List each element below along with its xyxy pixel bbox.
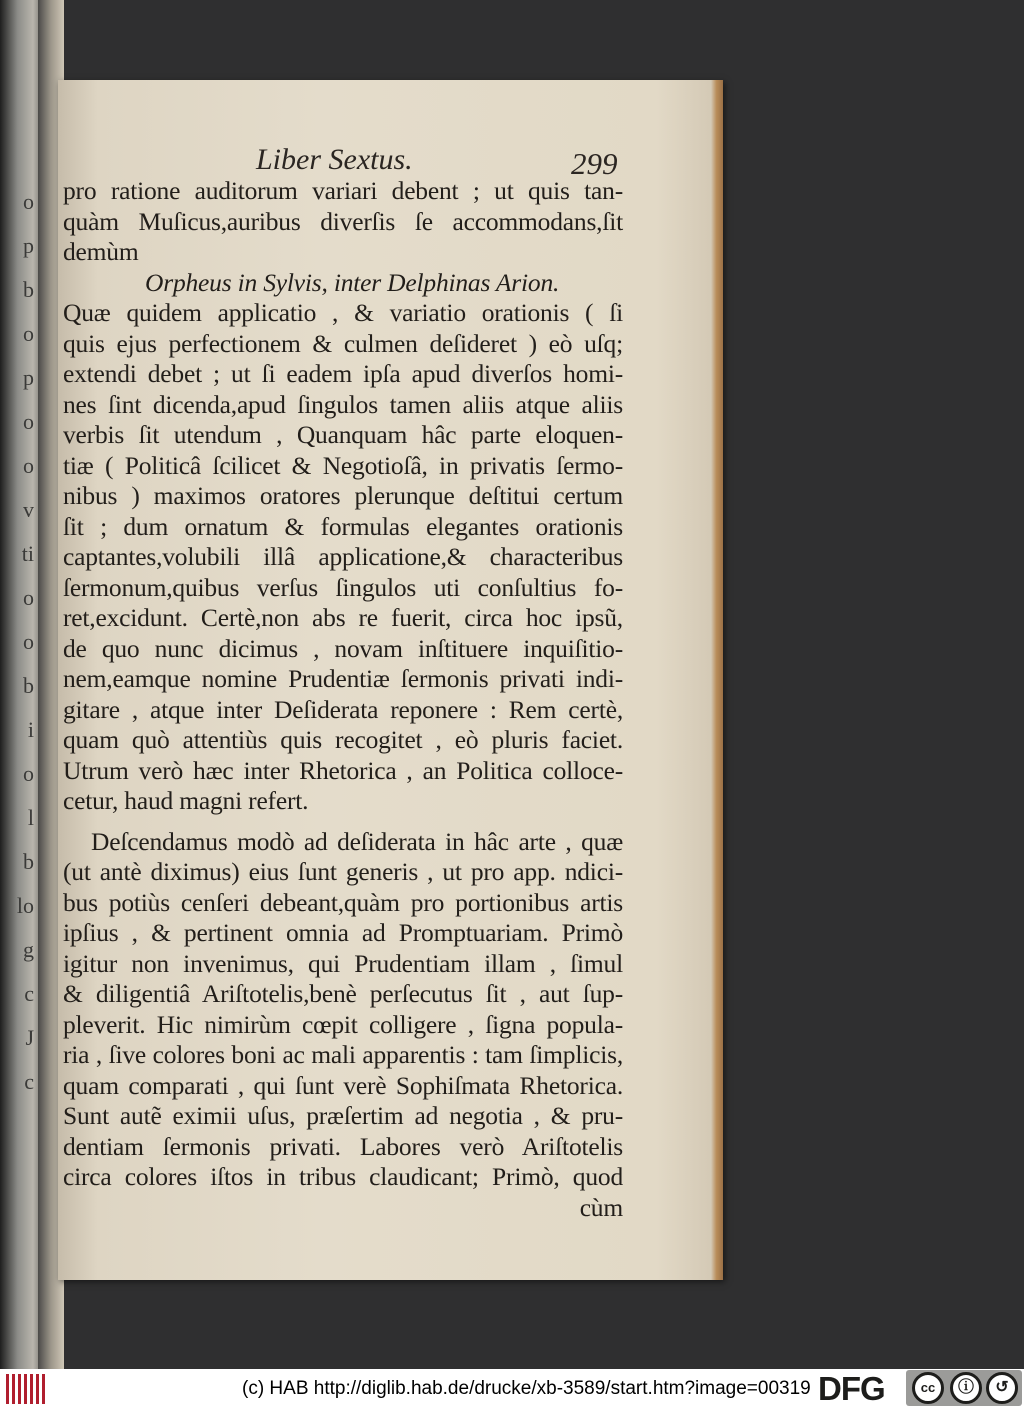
text-line: Quæ quidem applicatio , & variatio orationis ( ſi <box>63 298 623 327</box>
page-edge <box>711 80 723 1280</box>
running-header: Liber Sextus. <box>256 143 413 176</box>
edge-glyph: c <box>24 1069 34 1094</box>
text-line: nes ſint dicenda,apud ſingulos tamen aliis atque aliis <box>63 389 623 419</box>
text-line: circa colores iſtos in tribus claudicant; Primò, quod <box>63 1162 623 1191</box>
text-line: quàm Muſicus,auribus diverſis ſe accommodans,ſit <box>63 206 623 236</box>
cc-license-icon: cc <box>912 1372 944 1404</box>
text-line: quam comparati , qui ſunt verè Sophiſmata Rhetorica. <box>63 1070 623 1100</box>
text-line: ret,excidunt. Certè,non abs re fuerit, circa hoc ipsũ, <box>63 603 623 632</box>
edge-glyph: ti <box>21 541 34 566</box>
edge-glyph: o <box>23 629 34 654</box>
text-line: & diligentiâ Ariſtotelis,benè perſecutus ſit , aut ſup- <box>63 979 623 1008</box>
text-line: Sunt autẽ eximii uſus, præſertim ad negotia , & pru- <box>63 1101 623 1130</box>
by-license-icon: ⓘ <box>950 1372 982 1404</box>
body-text <box>63 176 623 1223</box>
text-line: ſermonum,quibus verſus ſingulos uti conſultius fo- <box>63 572 623 602</box>
text-line: captantes,volubili illâ applicatione,& characteribus <box>63 542 623 571</box>
text-line: Deſcendamus modò ad deſiderata in hâc arte , quæ <box>91 826 623 856</box>
text-line: bus potiùs cenſeri debeant,quàm pro portionibus artis <box>63 887 623 917</box>
edge-glyph: o <box>23 321 34 346</box>
previous-page-glyphs <box>0 180 40 1094</box>
text-line: Utrum verò hæc inter Rhetorica , an Politica colloce- <box>63 755 623 785</box>
edge-glyph: lo <box>16 893 34 918</box>
text-line: cùm <box>579 1192 623 1222</box>
citation-link[interactable]: (c) HAB http://diglib.hab.de/drucke/xb-3589/start.htm?image=00319 <box>242 1378 811 1399</box>
edge-glyph: v <box>23 497 34 522</box>
edge-glyph: l <box>27 805 34 830</box>
edge-glyph: c <box>24 981 34 1006</box>
text-line: verbis ſit utendum , Quanquam hâc parte eloquen- <box>63 420 623 449</box>
text-line: ipſius , & pertinent omnia ad Promptuariam. Primò <box>63 918 623 947</box>
text-line: Orpheus in Sylvis, inter Delphinas Arion. <box>145 267 560 297</box>
text-line: pleverit. Hic nimirùm cœpit colligere , ſigna popula- <box>63 1009 623 1039</box>
text-line: quis ejus perfectionem & culmen deſideret ) eò uſq; <box>63 328 623 358</box>
text-line: tiæ ( Politicâ ſcilicet & Negotioſâ, in privatis ſermo- <box>63 450 623 480</box>
edge-glyph: o <box>23 453 34 478</box>
text-line: demùm <box>63 237 139 266</box>
text-line: igitur non invenimus, qui Prudentiam illam , ſimul <box>63 948 623 978</box>
text-line: pro ratione auditorum variari debent ; ut quis tan- <box>63 176 623 205</box>
page-number: 299 <box>571 146 618 181</box>
text-line: nem,eamque nomine Prudentiæ ſermonis privati indi- <box>63 664 623 693</box>
dfg-logo[interactable]: DFG <box>818 1370 885 1407</box>
text-line: (ut antè diximus) eius ſunt generis , ut pro app. ndici- <box>63 857 623 886</box>
text-line: ria , ſive colores boni ac mali apparentis : tam ſimplicis, <box>63 1040 623 1069</box>
edge-glyph: o <box>23 761 34 786</box>
edge-glyph: o <box>23 409 34 434</box>
sa-license-icon: ↺ <box>986 1372 1018 1404</box>
edge-glyph: b <box>23 673 34 698</box>
hab-logo-icon <box>6 1374 46 1404</box>
edge-glyph: b <box>23 277 34 302</box>
edge-glyph: o <box>23 189 34 214</box>
text-line: extendi debet ; ut ſi eadem ipſa apud diverſos homi- <box>63 359 623 388</box>
edge-glyph: i <box>27 717 34 742</box>
edge-glyph: p <box>23 233 34 258</box>
text-line: de quo nunc dicimus , novam inſtituere inquiſitio- <box>63 633 623 663</box>
text-line: ſit ; dum ornatum & formulas elegantes orationis <box>63 511 623 541</box>
text-line: gitare , atque inter Deſiderata reponere : Rem certè, <box>63 694 623 724</box>
text-line: dentiam ſermonis privati. Labores verò Ariſtotelis <box>63 1131 623 1161</box>
edge-glyph: g <box>23 937 34 962</box>
text-line: cetur, haud magni refert. <box>63 786 309 815</box>
text-line: quam quò attentiùs quis recogitet , eò pluris faciet. <box>63 725 623 754</box>
edge-glyph: b <box>23 849 34 874</box>
edge-glyph: o <box>23 585 34 610</box>
text-line: nibus ) maximos oratores plerunque deſtitui certum <box>63 481 623 510</box>
edge-glyph: J <box>25 1025 34 1050</box>
edge-glyph: p <box>23 365 34 390</box>
